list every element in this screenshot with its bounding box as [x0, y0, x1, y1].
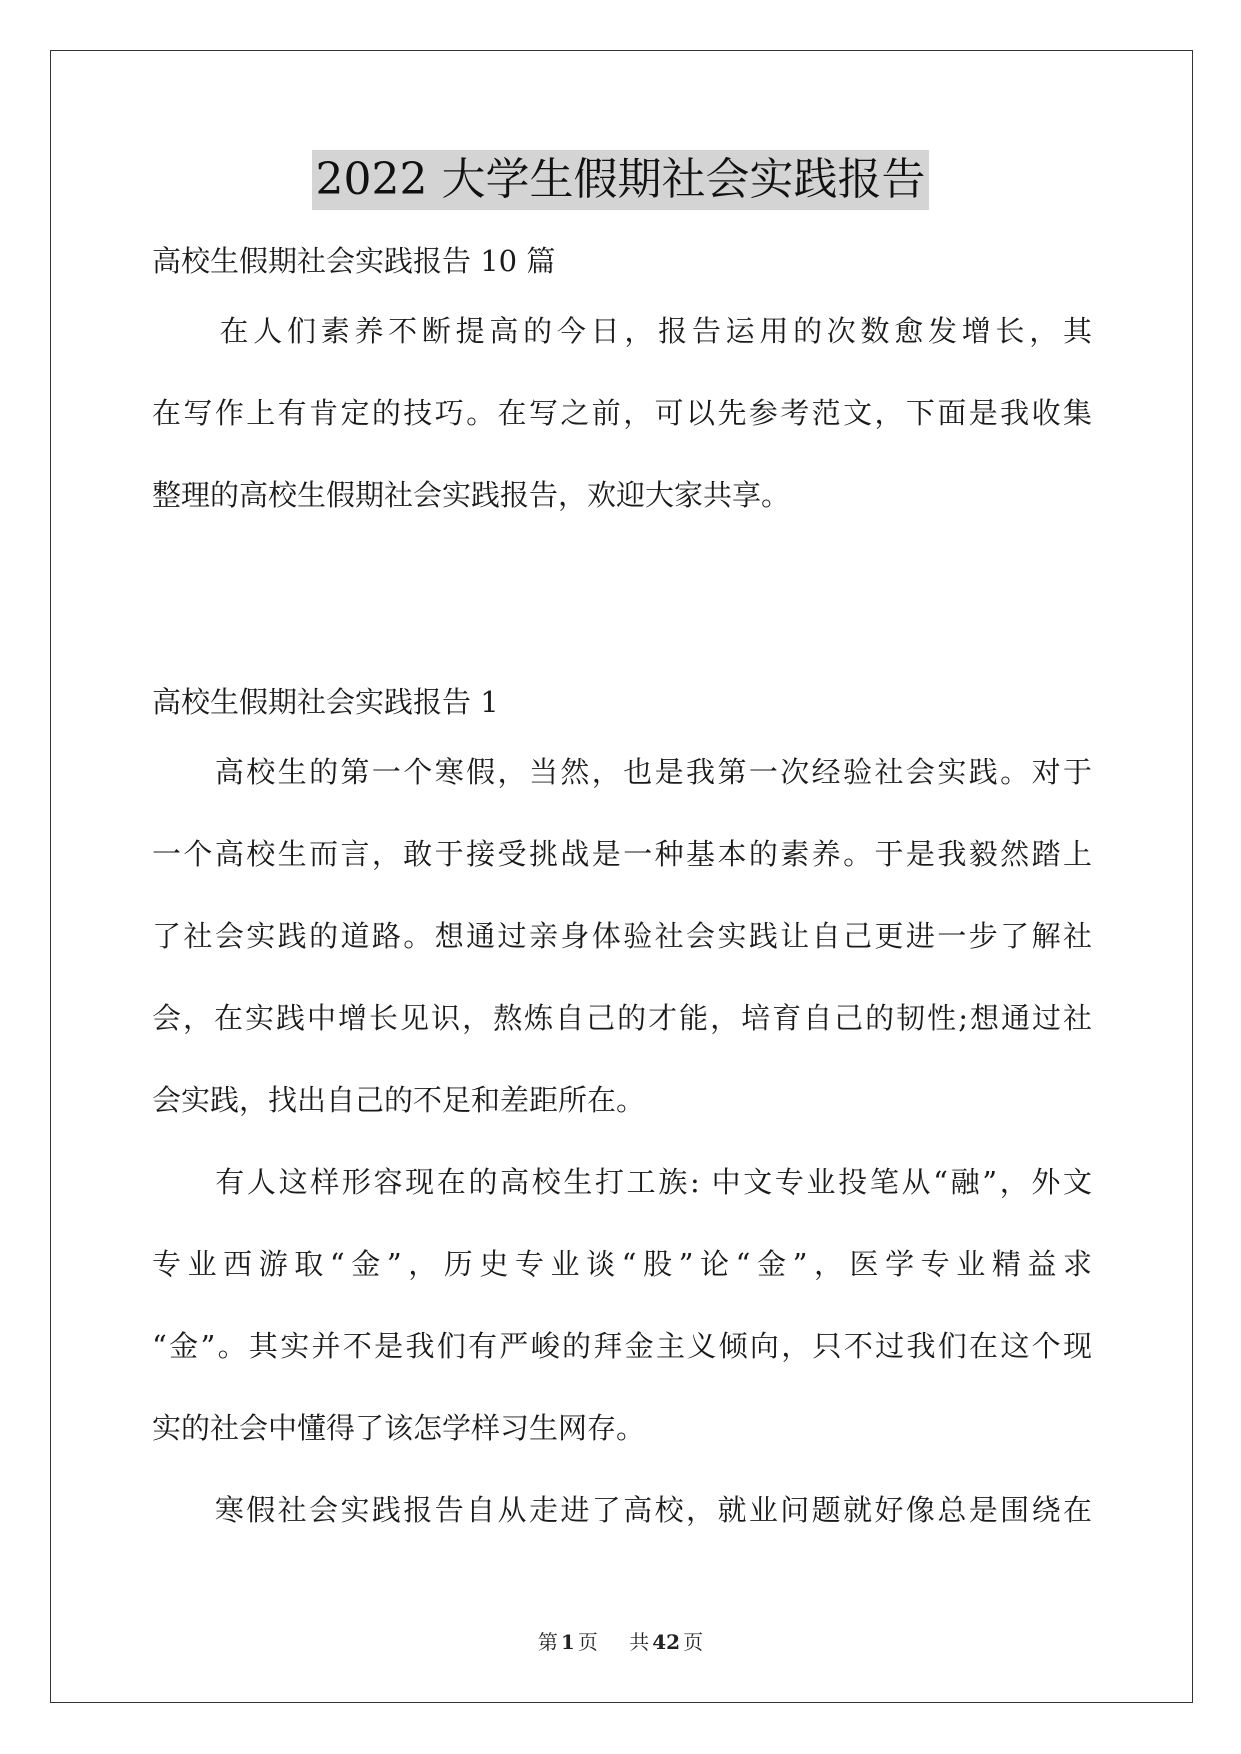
paragraph-line: 有人这样形容现在的高校生打工族: 中文专业投笔从“融”，外文	[152, 1165, 1092, 1199]
intro-paragraph	[152, 290, 1092, 536]
paragraph-line: 实的社会中懂得了该怎学样习生网存。	[152, 1411, 646, 1445]
section-heading: 高校生假期社会实践报告 1	[152, 685, 499, 719]
total-prefix: 共	[629, 1630, 650, 1654]
paragraph-line: 专业西游取“金”，历史专业谈“股”论“金”，医学专业精益求	[152, 1247, 1092, 1281]
intro-line: 整理的高校生假期社会实践报告，欢迎大家共享。	[152, 478, 791, 512]
paragraph-line: 高校生的第一个寒假，当然，也是我第一次经验社会实践。对于	[152, 755, 1092, 789]
paragraph-line: 会实践，找出自己的不足和差距所在。	[152, 1083, 646, 1117]
total-pages: 42	[652, 1630, 681, 1654]
paragraph-3	[152, 1469, 1092, 1551]
paragraph-line: 会，在实践中增长见识，熬炼自己的才能，培育自己的韧性;想通过社	[152, 1001, 1092, 1035]
intro-line: 在写作上有肯定的技巧。在写之前，可以先参考范文，下面是我收集	[152, 396, 1092, 430]
total-suffix: 页	[683, 1630, 704, 1654]
page-footer	[0, 1627, 1241, 1657]
paragraph-2	[152, 1141, 1092, 1469]
document-title: 2022 大学生假期社会实践报告	[312, 150, 930, 210]
page-suffix: 页	[577, 1630, 598, 1654]
paragraph-line: “金”。其实并不是我们有严峻的拜金主义倾向，只不过我们在这个现	[152, 1329, 1092, 1363]
paragraph-1	[152, 731, 1092, 1141]
title-container	[0, 150, 1241, 210]
page-prefix: 第	[537, 1630, 558, 1654]
document-subtitle: 高校生假期社会实践报告 10 篇	[152, 244, 556, 278]
paragraph-line: 一个高校生而言，敢于接受挑战是一种基本的素养。于是我毅然踏上	[152, 837, 1092, 871]
intro-line: 在人们素养不断提高的今日，报告运用的次数愈发增长，其	[152, 314, 1092, 348]
paragraph-line: 了社会实践的道路。想通过亲身体验社会实践让自己更进一步了解社	[152, 919, 1092, 953]
page-number: 1	[560, 1630, 575, 1654]
paragraph-line: 寒假社会实践报告自从走进了高校，就业问题就好像总是围绕在	[152, 1493, 1092, 1527]
